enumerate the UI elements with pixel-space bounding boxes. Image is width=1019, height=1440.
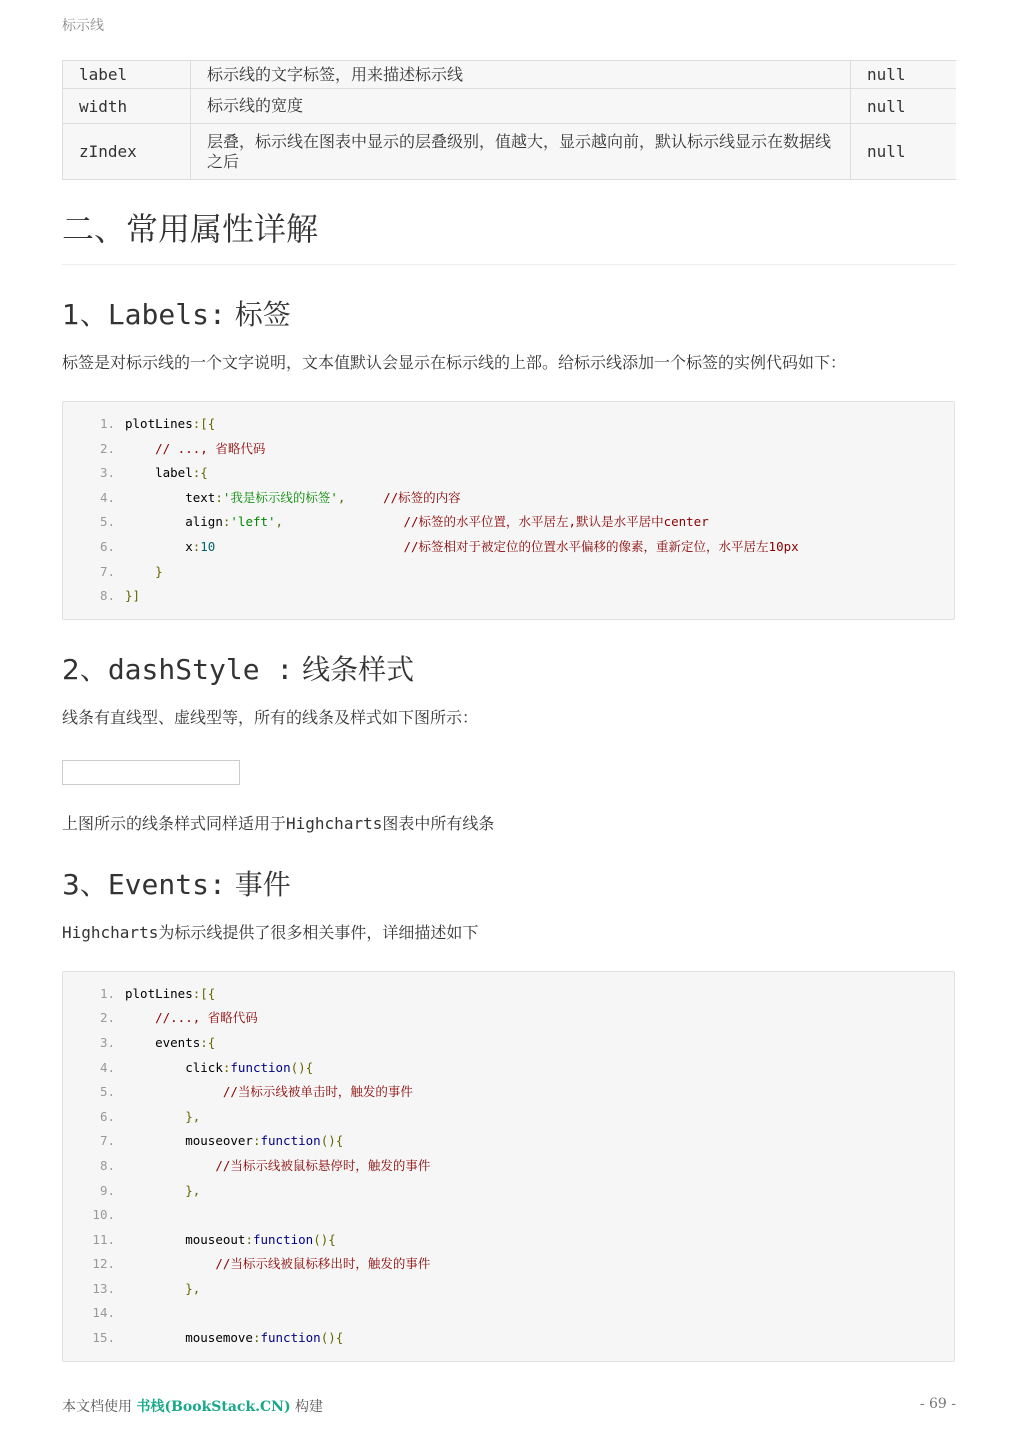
labels-code-block (62, 401, 955, 620)
code-line: 10. (92, 1207, 115, 1223)
code-line: 6. x:10 //标签相对于被定位的位置水平偏移的像素，重新定位，水平居左10px (99, 538, 799, 554)
code-line: 2. //..., 省略代码 (99, 1010, 258, 1026)
bookstack-link[interactable]: 书栈(BookStack.CN) (136, 1399, 291, 1415)
code-line: 14. (92, 1305, 115, 1321)
dashstyle-image-placeholder (62, 760, 240, 785)
code-line: 1. plotLines:[{ (99, 416, 216, 431)
code-line: 3. label:{ (99, 465, 208, 481)
property-default: null (851, 124, 957, 180)
code-line: 2. // ..., 省略代码 (99, 440, 266, 456)
page-content (62, 60, 956, 1378)
code-line: 13. }, (92, 1280, 201, 1296)
table-row (63, 89, 957, 124)
running-header: 标示线 (62, 18, 104, 34)
events-heading: 3、Events: 事件 (62, 867, 291, 901)
property-name: width (63, 89, 191, 124)
footer-credit: 本文档使用 书栈(BookStack.CN) 构建 (62, 1399, 324, 1415)
property-name: label (63, 61, 191, 89)
table-row (63, 61, 957, 89)
code-line: 9. }, (99, 1182, 201, 1198)
labels-heading: 1、Labels: 标签 (62, 298, 291, 331)
table-row (63, 124, 957, 180)
code-line: 8. }] (99, 588, 141, 604)
code-line: 4. text:'我是标示线的标签', //标签的内容 (99, 489, 461, 505)
property-description: 标示线的宽度 (191, 89, 851, 124)
labels-intro: 标签是对标示线的一个文字说明，文本值默认会显示在标示线的上部。给标示线添加一个标签的实例代码如下： (62, 353, 847, 372)
code-line: 7. } (99, 563, 163, 579)
code-line: 1. plotLines:[{ (99, 985, 216, 1001)
code-line: 3. events:{ (99, 1034, 216, 1050)
code-line: 11. mouseout:function(){ (92, 1231, 336, 1247)
code-line: 15. mousemove:function(){ (92, 1330, 344, 1346)
property-default: null (851, 61, 957, 89)
property-name: zIndex (63, 124, 191, 180)
events-intro: Highcharts为标示线提供了很多相关事件，详细描述如下 (62, 922, 479, 942)
properties-table (62, 60, 956, 180)
section-heading: 二、常用属性详解 (62, 204, 956, 265)
code-line: 4. click:function(){ (99, 1059, 314, 1075)
dashstyle-intro: 线条有直线型、虚线型等，所有的线条及样式如下图所示： (62, 707, 479, 727)
code-line: 6. }, (99, 1108, 201, 1124)
property-default: null (851, 89, 957, 124)
code-line: 5. //当标示线被单击时，触发的事件 (99, 1084, 413, 1100)
code-line: 12. //当标示线被鼠标移出时，触发的事件 (92, 1256, 431, 1272)
dashstyle-heading: 2、dashStyle : 线条样式 (62, 652, 415, 686)
page-number: - 69 - (919, 1396, 956, 1412)
code-line: 8. //当标示线被鼠标悬停时，触发的事件 (99, 1157, 431, 1173)
code-line: 5. align:'left', //标签的水平位置，水平居左,默认是水平居中center (99, 514, 709, 530)
dashstyle-note: 上图所示的线条样式同样适用于Highcharts图表中所有线条 (62, 813, 495, 833)
property-description: 标示线的文字标签，用来描述标示线 (191, 61, 851, 89)
property-description: 层叠，标示线在图表中显示的层叠级别，值越大，显示越向前，默认标示线显示在数据线之后 (191, 124, 851, 180)
code-line: 7. mouseover:function(){ (99, 1133, 344, 1149)
events-code-block (62, 971, 955, 1362)
